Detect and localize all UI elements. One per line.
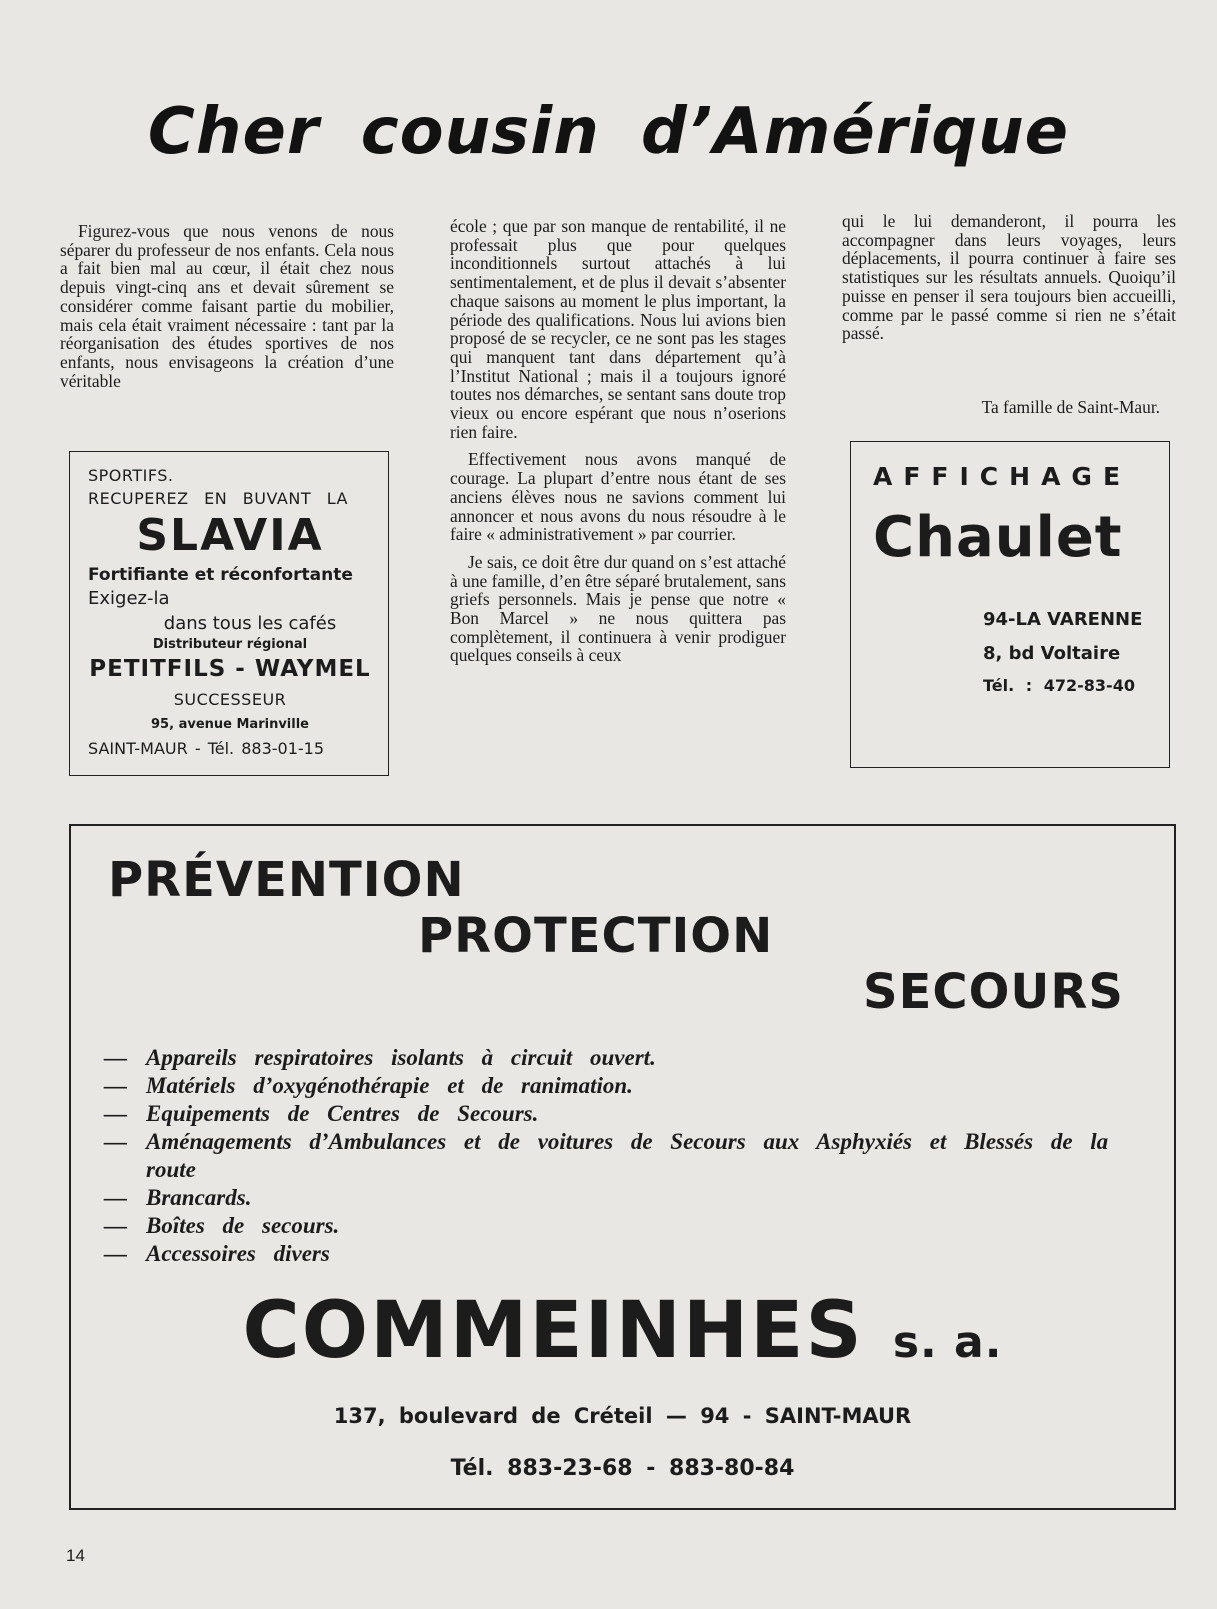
slavia-tagline: Fortifiante et réconfortante	[88, 565, 353, 586]
list-item: — Accessoires divers	[104, 1241, 330, 1266]
company-suffix: s. a.	[892, 1317, 1003, 1368]
page-number: 14	[66, 1546, 85, 1565]
article-paragraph: Figurez-vous que nous venons de nous séparer du professeur de nos enfants. Cela nous a fait bien mal au cœur, il était chez nous depuis vingt-cinq ans et devait sûrement se considérer comme faisant partie du mobilier, mais cela était vraiment nécessaire : tant par la réorganisation des études sportives de nos enfants, nous envisageons la création d’une véritable	[60, 221, 394, 391]
heading-prevention: PRÉVENTION	[108, 852, 465, 908]
article-paragraph: Effectivement nous avons manqué de courage. La plupart d’entre nous étant de ses anciens élèves nous ne savions comment lui annoncer et nous avons du nous résoudre à le faire « administrativement » par courrier.	[450, 449, 786, 545]
chaulet-brand: Chaulet	[873, 505, 1123, 570]
article-column-3	[842, 212, 1176, 352]
heading-protection: PROTECTION	[418, 908, 774, 964]
chaulet-address-street: 8, bd Voltaire	[983, 642, 1121, 664]
slavia-brand: SLAVIA	[136, 510, 324, 562]
article-title: Cher cousin d’Amérique	[147, 95, 1070, 169]
list-item: — Boîtes de secours.	[104, 1213, 340, 1238]
list-item: — Equipements de Centres de Secours.	[104, 1101, 539, 1126]
slavia-successeur: SUCCESSEUR	[173, 689, 287, 709]
slavia-distributor: PETITFILS - WAYMEL	[89, 656, 371, 683]
chaulet-address-city: 94-LA VARENNE	[983, 609, 1143, 630]
commeinhes-advertisement	[69, 824, 1176, 1510]
article-paragraph: qui le lui demanderont, il pourra les accompagner dans leurs voyages, leurs déplacements, il pourra continuer à faire ses statistiques sur les résultats annuels. Quoiqu’il puisse en penser il sera toujours bien accueilli, comme par le passé comme si rien ne s’était passé.	[842, 211, 1176, 344]
company-tel: Tél. 883-23-68 - 883-80-84	[450, 1456, 795, 1481]
slavia-cafes: dans tous les cafés	[163, 613, 337, 635]
slavia-city-tel: SAINT-MAUR - Tél. 883-01-15	[88, 738, 325, 758]
chaulet-tel: Tél. : 472-83-40	[983, 675, 1135, 695]
list-item: — Aménagements d’Ambulances et de voitures de Secours aux Asphyxiés et Blessés de la route	[104, 1129, 1109, 1182]
products-list	[104, 1044, 1164, 1268]
list-item: — Appareils respiratoires isolants à circuit ouvert.	[104, 1045, 656, 1070]
slavia-line-recuperez: RECUPEREZ EN BUVANT LA	[88, 489, 348, 509]
article-paragraph: Je sais, ce doit être dur quand on s’est attaché à une famille, d’en être séparé brutalement, sans griefs personnels. Mais je pense que notre « Bon Marcel » ne nous quittera pas complètement, il continuera à venir prodiguer quelques conseils à ceux	[450, 551, 786, 666]
article-signature: Ta famille de Saint-Maur.	[981, 397, 1160, 417]
heading-secours: SECOURS	[863, 964, 1124, 1020]
slavia-exigez: Exigez-la	[88, 587, 170, 609]
chaulet-advertisement	[850, 441, 1170, 768]
article-column-2	[450, 217, 786, 674]
list-item: — Matériels d’oxygénothérapie et de ranimation.	[104, 1073, 633, 1098]
slavia-distributor-label: Distributeur régional	[152, 636, 308, 652]
article-paragraph: école ; que par son manque de rentabilité, il ne professait plus que pour quelques inconditionnels surtout attachés à lui sentimentalement, et de plus il devait s’absenter chaque saisons au moment le plus important, la période des qualifications. Nous lui avions bien proposé de se recycler, ce ne sont pas les stages qui manquent tant dans département qu’à l’Institut National ; mais il a toujours ignoré toutes nos démarches, se sentant sans doute trop vieux ou encore espérant que nous n’oserions rien faire.	[450, 216, 786, 442]
article-column-1	[60, 222, 394, 399]
slavia-advertisement	[69, 451, 389, 776]
company-name: COMMEINHES s. a.	[242, 1286, 1003, 1376]
list-item: — Brancards.	[104, 1185, 252, 1210]
slavia-line-sportifs: SPORTIFS.	[88, 466, 174, 485]
company-address: 137, boulevard de Créteil — 94 - SAINT-MAUR	[333, 1404, 912, 1428]
slavia-address: 95, avenue Marinville	[151, 717, 309, 733]
chaulet-affichage: AFFICHAGE	[873, 462, 1132, 491]
